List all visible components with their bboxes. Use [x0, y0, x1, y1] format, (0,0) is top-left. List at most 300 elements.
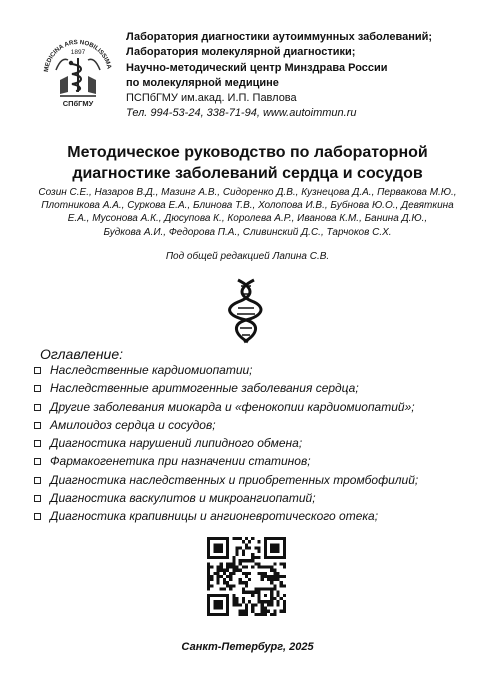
qr-module: [220, 607, 223, 610]
qr-module: [273, 546, 276, 549]
header-line: Лаборатория диагностики аутоиммунных заболеваний;: [126, 31, 433, 43]
qr-module: [207, 562, 210, 565]
qr-module: [207, 543, 210, 546]
qr-module: [235, 569, 238, 572]
qr-module: [239, 581, 242, 584]
qr-module: [213, 600, 216, 603]
qr-module: [273, 562, 276, 565]
qr-module: [261, 565, 264, 568]
qr-module: [280, 610, 283, 613]
qr-module: [248, 572, 251, 575]
qr-module: [251, 537, 254, 540]
toc-item-label: Другие заболевания миокарда и «фенокопии кардиомиопатий»;: [50, 399, 415, 414]
toc-item: [30, 363, 480, 377]
qr-module: [251, 556, 254, 559]
qr-module: [207, 610, 210, 613]
institution-header: [126, 30, 486, 122]
qr-module: [273, 572, 276, 575]
toc-item: [30, 436, 480, 450]
title-line: диагностике заболеваний сердца и сосудов: [72, 165, 423, 182]
qr-module: [220, 600, 223, 603]
qr-module: [232, 603, 235, 606]
toc-item-label: Диагностика крапивницы и ангионевротического отека;: [50, 509, 379, 524]
qr-module: [232, 584, 235, 587]
toc-item-label: Диагностика нарушений липидного обмена;: [50, 436, 303, 451]
qr-module: [220, 546, 223, 549]
qr-module: [251, 594, 254, 597]
toc-item: [30, 473, 480, 487]
qr-module: [226, 607, 229, 610]
qr-module: [267, 588, 270, 591]
qr-module: [242, 559, 245, 562]
qr-module: [251, 559, 254, 562]
qr-module: [229, 578, 232, 581]
qr-module: [277, 575, 280, 578]
checkbox-bullet-icon: [34, 477, 41, 484]
qr-module: [277, 578, 280, 581]
qr-module: [210, 613, 213, 616]
qr-module: [251, 565, 254, 568]
qr-module: [267, 603, 270, 606]
qr-module: [264, 572, 267, 575]
qr-module: [232, 537, 235, 540]
qr-module: [254, 588, 257, 591]
qr-module: [261, 607, 264, 610]
qr-module: [258, 540, 261, 543]
qr-module: [216, 537, 219, 540]
qr-module: [273, 597, 276, 600]
qr-module: [277, 546, 280, 549]
qr-module: [207, 569, 210, 572]
header-line: Лаборатория молекулярной диагностики;: [126, 46, 356, 59]
qr-module: [216, 613, 219, 616]
qr-module: [277, 594, 280, 597]
qr-module: [223, 572, 226, 575]
qr-module: [220, 569, 223, 572]
checkbox-bullet-icon: [34, 385, 41, 392]
qr-module: [213, 546, 216, 549]
qr-module: [242, 581, 245, 584]
qr-module: [232, 562, 235, 565]
qr-module: [245, 591, 248, 594]
qr-module: [207, 607, 210, 610]
qr-module: [239, 578, 242, 581]
qr-module: [213, 537, 216, 540]
qr-module: [261, 578, 264, 581]
qr-module: [207, 537, 210, 540]
qr-module: [277, 600, 280, 603]
toc-item: [30, 509, 480, 523]
qr-module: [277, 591, 280, 594]
toc-item-label: Наследственные кардиомиопатии;: [50, 363, 253, 377]
qr-module: [229, 572, 232, 575]
qr-module: [220, 613, 223, 616]
qr-module: [283, 565, 286, 568]
qr-module: [258, 565, 261, 568]
qr-module: [216, 565, 219, 568]
qr-module: [273, 610, 276, 613]
qr-module: [277, 543, 280, 546]
qr-module: [280, 575, 283, 578]
qr-module: [251, 553, 254, 556]
qr-module: [213, 572, 216, 575]
qr-module: [207, 540, 210, 543]
university-seal-logo: [38, 30, 118, 110]
toc-item-label: Наследственные аритмогенные заболевания сердца;: [50, 381, 359, 396]
qr-module: [277, 550, 280, 553]
qr-module: [242, 613, 245, 616]
qr-module: [264, 537, 267, 540]
qr-module: [267, 565, 270, 568]
qr-module: [277, 556, 280, 559]
qr-module: [213, 613, 216, 616]
toc-item: [30, 454, 480, 468]
qr-module: [207, 575, 210, 578]
qr-module: [226, 543, 229, 546]
qr-module: [226, 597, 229, 600]
qr-module: [270, 565, 273, 568]
qr-module: [258, 594, 261, 597]
qr-module: [248, 600, 251, 603]
qr-module: [270, 550, 273, 553]
header-line: Научно-методический центр Минздрава России: [126, 61, 388, 74]
authors-line: Созин С.Е., Назаров В.Д., Мазинг А.В., Сидоренко Д.В., Кузнецова Д.А., Первакова М.Ю.,: [38, 187, 457, 198]
qr-module: [229, 575, 232, 578]
qr-module: [264, 546, 267, 549]
qr-module: [283, 584, 286, 587]
qr-module: [232, 565, 235, 568]
qr-module: [258, 591, 261, 594]
qr-module: [245, 575, 248, 578]
qr-module: [210, 537, 213, 540]
qr-module: [223, 613, 226, 616]
qr-module: [216, 578, 219, 581]
qr-module: [258, 597, 261, 600]
qr-module: [245, 572, 248, 575]
qr-module: [273, 613, 276, 616]
toc-list: [30, 363, 480, 528]
qr-module: [207, 600, 210, 603]
qr-module: [258, 546, 261, 549]
qr-module: [264, 594, 267, 597]
qr-module: [207, 597, 210, 600]
checkbox-bullet-icon: [34, 495, 41, 502]
qr-module: [280, 597, 283, 600]
qr-module: [264, 575, 267, 578]
qr-module: [213, 594, 216, 597]
qr-module: [226, 575, 229, 578]
qr-module: [229, 562, 232, 565]
qr-module: [226, 556, 229, 559]
qr-module: [210, 575, 213, 578]
checkbox-bullet-icon: [34, 404, 41, 411]
qr-module: [283, 543, 286, 546]
qr-module: [264, 600, 267, 603]
qr-module: [258, 600, 261, 603]
qr-module: [270, 597, 273, 600]
qr-module: [226, 546, 229, 549]
qr-module: [216, 572, 219, 575]
qr-module: [220, 575, 223, 578]
qr-module: [239, 613, 242, 616]
qr-module: [232, 559, 235, 562]
qr-module: [220, 562, 223, 565]
qr-module: [270, 569, 273, 572]
qr-module: [207, 572, 210, 575]
toc-item-label: Амилоидоз сердца и сосудов;: [50, 417, 216, 432]
qr-module: [245, 543, 248, 546]
qr-module: [232, 569, 235, 572]
authors-line: Плотникова А.А., Суркова Е.А., Блинова Т.В., Холопова И.В., Бубнова Ю.О., Девяткина: [41, 200, 454, 212]
qr-module: [280, 562, 283, 565]
qr-module: [245, 565, 248, 568]
qr-module: [245, 546, 248, 549]
qr-module: [232, 600, 235, 603]
qr-module: [226, 584, 229, 587]
qr-module: [283, 546, 286, 549]
qr-module: [207, 546, 210, 549]
qr-module: [270, 556, 273, 559]
qr-module: [226, 613, 229, 616]
qr-module: [223, 556, 226, 559]
qr-module: [283, 603, 286, 606]
qr-module: [210, 565, 213, 568]
qr-module: [254, 603, 257, 606]
qr-module: [232, 597, 235, 600]
checkbox-bullet-icon: [34, 458, 41, 465]
qr-module: [267, 600, 270, 603]
qr-module: [267, 556, 270, 559]
qr-module: [235, 546, 238, 549]
qr-module: [280, 556, 283, 559]
qr-module: [223, 581, 226, 584]
authors-line: Е.А., Мусонова А.К., Дюсупова К., Королева А.Р., Иванова К.М., Банина Д.Ю.,: [67, 213, 428, 225]
checkbox-bullet-icon: [34, 513, 41, 520]
qr-module: [273, 584, 276, 587]
header-contacts: Тел. 994-53-24, 338-71-94, www.autoimmun.ru: [126, 107, 357, 120]
qr-module: [216, 569, 219, 572]
qr-module: [242, 600, 245, 603]
logo-abbr: СПбГМУ: [62, 99, 94, 108]
qr-module: [273, 550, 276, 553]
qr-module: [283, 607, 286, 610]
qr-module: [232, 594, 235, 597]
qr-module: [239, 610, 242, 613]
qr-module: [264, 588, 267, 591]
qr-module: [248, 578, 251, 581]
qr-module: [283, 550, 286, 553]
qr-module: [216, 575, 219, 578]
qr-module: [229, 584, 232, 587]
qr-module: [261, 575, 264, 578]
qr-module: [216, 607, 219, 610]
qr-module: [280, 584, 283, 587]
qr-module: [264, 565, 267, 568]
qr-module: [264, 550, 267, 553]
qr-module: [283, 562, 286, 565]
toc-item: [30, 491, 480, 505]
qr-module: [226, 562, 229, 565]
qr-module: [270, 588, 273, 591]
qr-module: [226, 553, 229, 556]
qr-module: [223, 588, 226, 591]
qr-module: [207, 578, 210, 581]
qr-module: [223, 537, 226, 540]
qr-module: [213, 603, 216, 606]
qr-module: [207, 553, 210, 556]
qr-module: [207, 594, 210, 597]
qr-module: [242, 540, 245, 543]
qr-module: [226, 537, 229, 540]
qr-module: [258, 550, 261, 553]
qr-module: [270, 537, 273, 540]
qr-module: [207, 581, 210, 584]
qr-module: [283, 537, 286, 540]
qr-module: [261, 610, 264, 613]
qr-module: [264, 540, 267, 543]
authors-list: [20, 186, 475, 239]
logo-motto: MEDICINA ARS NOBILISSIMA: [43, 38, 113, 73]
qr-module: [210, 594, 213, 597]
qr-module: [270, 594, 273, 597]
qr-module: [270, 575, 273, 578]
qr-module: [220, 550, 223, 553]
qr-module: [261, 600, 264, 603]
checkbox-bullet-icon: [34, 367, 41, 374]
qr-module: [248, 591, 251, 594]
qr-module: [220, 594, 223, 597]
qr-module: [226, 594, 229, 597]
qr-module: [207, 556, 210, 559]
qr-module: [210, 584, 213, 587]
header-line: ПСПбГМУ им.акад. И.П. Павлова: [126, 92, 297, 105]
qr-module: [254, 546, 257, 549]
qr-module: [258, 572, 261, 575]
qr-module: [242, 550, 245, 553]
qr-module: [264, 556, 267, 559]
qr-module: [270, 603, 273, 606]
dna-helix-icon: [226, 278, 266, 344]
qr-module: [254, 556, 257, 559]
qr-module: [254, 562, 257, 565]
document-title: [0, 142, 495, 184]
qr-module: [280, 537, 283, 540]
qr-module: [242, 565, 245, 568]
qr-module: [245, 559, 248, 562]
qr-module: [216, 543, 219, 546]
qr-module: [235, 600, 238, 603]
qr-module: [220, 543, 223, 546]
qr-module: [283, 575, 286, 578]
qr-module: [261, 613, 264, 616]
qr-module: [270, 613, 273, 616]
qr-module: [283, 610, 286, 613]
qr-module: [207, 584, 210, 587]
toc-item: [30, 400, 480, 414]
qr-module: [223, 594, 226, 597]
qr-module: [220, 603, 223, 606]
qr-module: [210, 556, 213, 559]
qr-module: [220, 556, 223, 559]
qr-module: [283, 553, 286, 556]
qr-module: [245, 603, 248, 606]
qr-module: [239, 562, 242, 565]
qr-module: [248, 540, 251, 543]
qr-module: [216, 600, 219, 603]
qr-module: [245, 610, 248, 613]
qr-module: [226, 603, 229, 606]
qr-module: [239, 603, 242, 606]
qr-module: [216, 581, 219, 584]
qr-module: [226, 610, 229, 613]
qr-module: [226, 600, 229, 603]
qr-module: [226, 581, 229, 584]
qr-module: [245, 607, 248, 610]
qr-module: [264, 613, 267, 616]
authors-line: Будкова А.И., Федорова П.А., Сливинский Д.С., Тарчоков С.Х.: [103, 226, 392, 238]
qr-module: [273, 578, 276, 581]
qr-module: [245, 581, 248, 584]
qr-module: [258, 613, 261, 616]
qr-module: [223, 569, 226, 572]
qr-module: [207, 550, 210, 553]
qr-module: [216, 603, 219, 606]
qr-module: [226, 540, 229, 543]
qr-module: [216, 550, 219, 553]
qr-module: [273, 556, 276, 559]
qr-module: [220, 588, 223, 591]
qr-module: [235, 553, 238, 556]
qr-module: [258, 562, 261, 565]
qr-module: [232, 556, 235, 559]
qr-module: [270, 546, 273, 549]
qr-module: [264, 553, 267, 556]
qr-module: [220, 537, 223, 540]
qr-module: [277, 537, 280, 540]
toc-item-label: Диагностика наследственных и приобретенных тромбофилий;: [50, 472, 419, 487]
qr-module: [267, 575, 270, 578]
qr-module: [277, 603, 280, 606]
qr-module: [270, 578, 273, 581]
qr-module: [213, 550, 216, 553]
publication-place-year: Санкт-Петербург, 2025: [181, 641, 314, 653]
qr-module: [242, 588, 245, 591]
qr-module: [273, 575, 276, 578]
editor-credit: Под общей редакцией Лапина С.В.: [165, 251, 330, 262]
qr-module: [264, 607, 267, 610]
qr-module: [254, 591, 257, 594]
qr-module: [261, 588, 264, 591]
qr-code[interactable]: [207, 537, 286, 616]
qr-module: [213, 607, 216, 610]
qr-module: [226, 550, 229, 553]
checkbox-bullet-icon: [34, 440, 41, 447]
qr-module: [251, 591, 254, 594]
qr-module: [235, 565, 238, 568]
logo-year: 1897: [70, 49, 86, 56]
qr-module: [245, 613, 248, 616]
qr-module: [277, 572, 280, 575]
qr-module: [226, 569, 229, 572]
qr-module: [213, 543, 216, 546]
toc-item: [30, 418, 480, 432]
qr-module: [267, 578, 270, 581]
qr-module: [239, 537, 242, 540]
qr-module: [216, 556, 219, 559]
checkbox-bullet-icon: [34, 422, 41, 429]
qr-module: [283, 540, 286, 543]
qr-module: [235, 597, 238, 600]
